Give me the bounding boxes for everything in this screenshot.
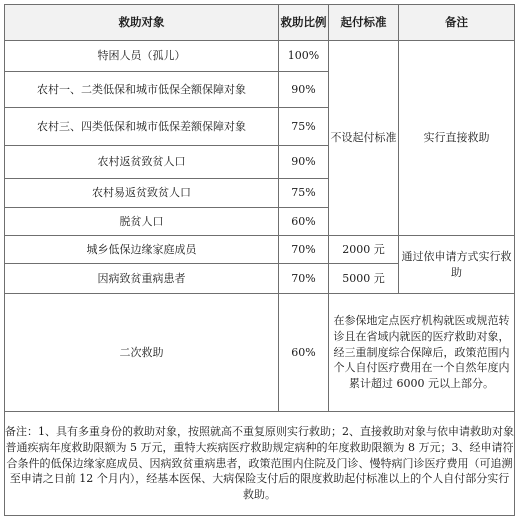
header-note: 备注 bbox=[399, 5, 515, 41]
table-header-row bbox=[5, 5, 515, 41]
header-subject: 救助对象 bbox=[5, 5, 279, 41]
table-row bbox=[5, 41, 515, 72]
footer-notes: 备注：1、具有多重身份的救助对象，按照就高不重复原则实行救助；2、直接救助对象与依申请救助对象普通疾病年度救助限额为 5 万元，重特大疾病医疗救助规定病种的年度救助限额为 8 万元；3、经申请符合条件的低保边缘家庭成员、因病致贫重病患者，政策范围内住院及门诊、慢特病门诊医疗费用（可追溯至申请之日前 12 个月内），经基本医保、大病保险支付后的限度救助起付标准以上的个人自付部分实行救助。 bbox=[5, 412, 515, 516]
ratio-cell: 60% bbox=[279, 208, 329, 236]
table-row bbox=[5, 294, 515, 412]
header-threshold: 起付标准 bbox=[329, 5, 399, 41]
ratio-cell: 90% bbox=[279, 146, 329, 179]
subject-cell: 农村返贫致贫人口 bbox=[5, 146, 279, 179]
ratio-cell: 75% bbox=[279, 108, 329, 146]
subject-cell: 因病致贫重病患者 bbox=[5, 264, 279, 294]
ratio-cell: 60% bbox=[279, 294, 329, 412]
header-ratio: 救助比例 bbox=[279, 5, 329, 41]
subject-cell: 农村易返贫致贫人口 bbox=[5, 179, 279, 208]
threshold-cell: 2000 元 bbox=[329, 236, 399, 264]
subject-cell: 二次救助 bbox=[5, 294, 279, 412]
ratio-cell: 70% bbox=[279, 264, 329, 294]
threshold-no-deductible: 不设起付标准 bbox=[329, 41, 399, 236]
subject-cell: 农村一、二类低保和城市低保全额保障对象 bbox=[5, 72, 279, 108]
secondary-aid-note: 在参保地定点医疗机构就医或规范转诊且在省域内就医的医疗救助对象，经三重制度综合保障后，政策范围内个人自付医疗费用在一个自然年度内累计超过 6000 元以上部分。 bbox=[329, 294, 515, 412]
subject-cell: 城乡低保边缘家庭成员 bbox=[5, 236, 279, 264]
ratio-cell: 70% bbox=[279, 236, 329, 264]
threshold-cell: 5000 元 bbox=[329, 264, 399, 294]
subject-cell: 特困人员（孤儿） bbox=[5, 41, 279, 72]
medical-aid-table bbox=[4, 4, 515, 516]
footer-row bbox=[5, 412, 515, 516]
ratio-cell: 90% bbox=[279, 72, 329, 108]
note-apply-aid: 通过依申请方式实行救助 bbox=[399, 236, 515, 294]
table-row bbox=[5, 236, 515, 264]
note-direct-aid: 实行直接救助 bbox=[399, 41, 515, 236]
subject-cell: 脱贫人口 bbox=[5, 208, 279, 236]
ratio-cell: 100% bbox=[279, 41, 329, 72]
subject-cell: 农村三、四类低保和城市低保差额保障对象 bbox=[5, 108, 279, 146]
ratio-cell: 75% bbox=[279, 179, 329, 208]
